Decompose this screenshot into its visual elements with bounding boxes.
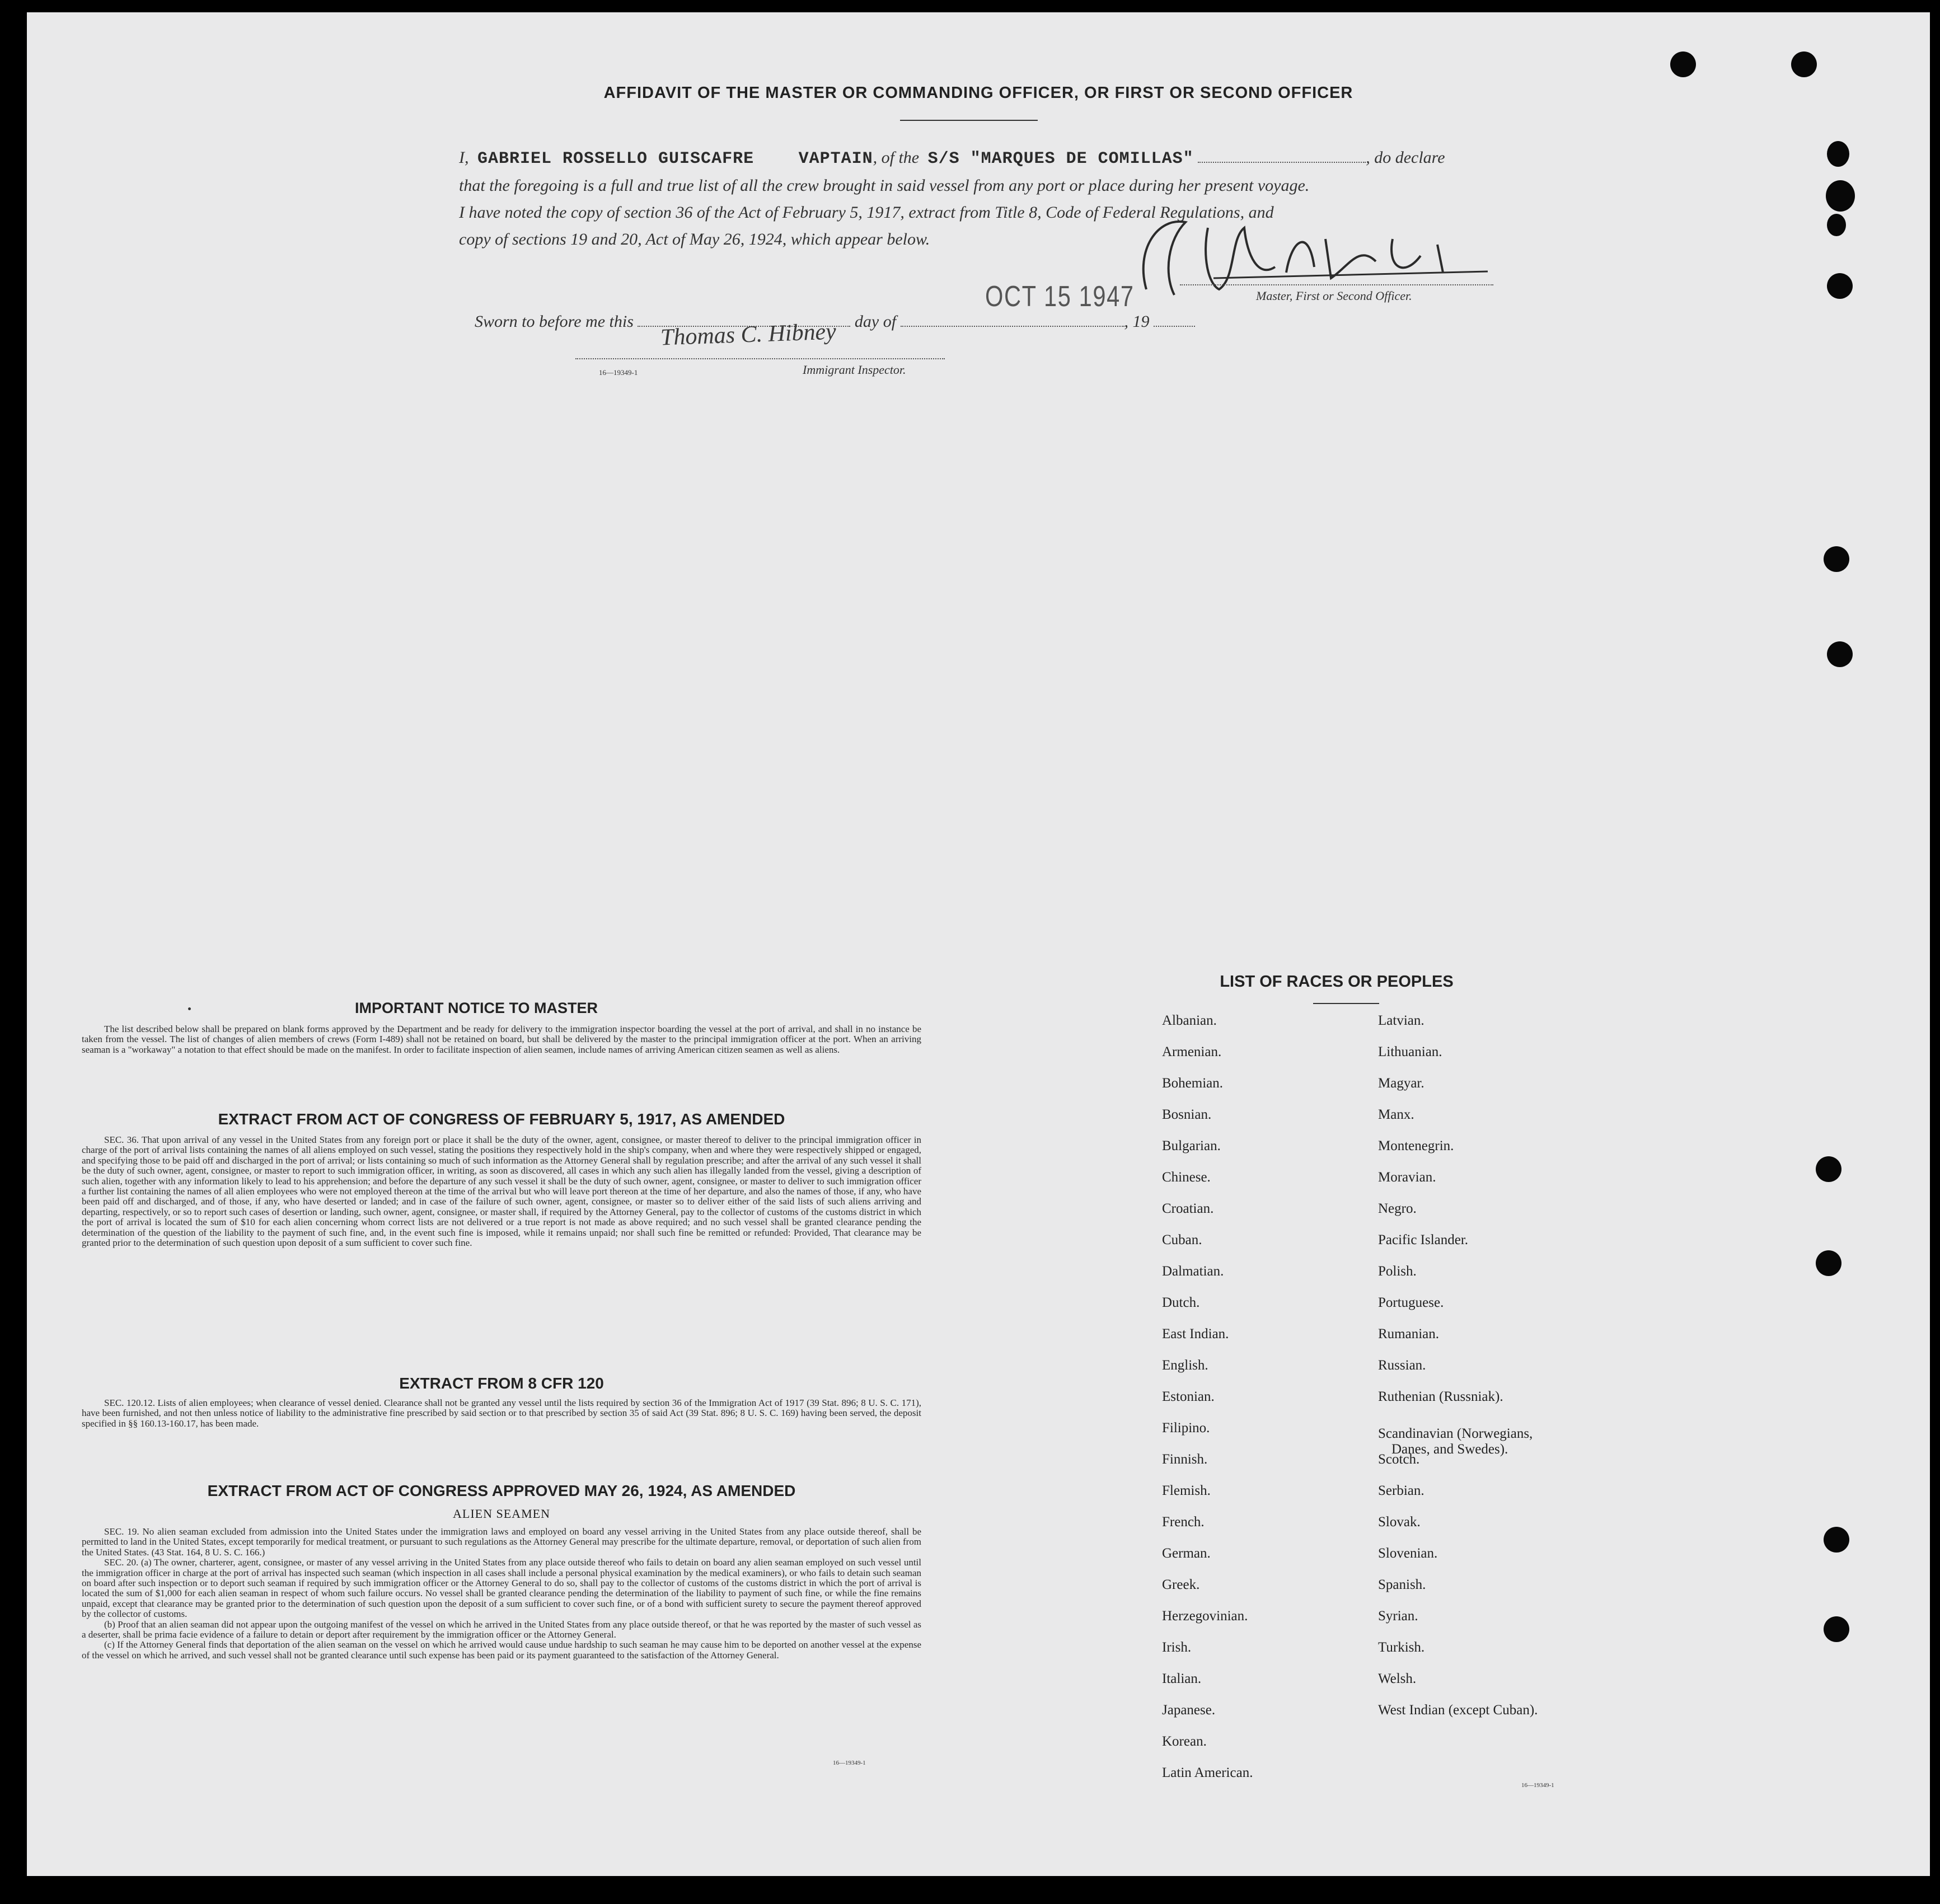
race-item: Russian. — [1378, 1358, 1426, 1373]
race-item: Spanish. — [1378, 1577, 1426, 1592]
inspector-signature-line — [575, 358, 945, 359]
punch-hole — [1670, 51, 1696, 77]
declaration-line-2: that the foregoing is a full and true list of all the crew brought in said vessel from any port or place during her present voyage. — [459, 176, 1310, 195]
extract-1917-text: SEC. 36. That upon arrival of any vessel in the United States from any foreign port or place it shall be the duty of the owner, agent, consignee, or master thereof to deliver to the principal immigration officer in charge of the port of arrival lists containing the names of all aliens employed on such vessel, stating the positions they respectively hold in the ship's company, when and where they were respectively shipped or engaged, and specifying those to be paid off and discharged in the port of arrival; or lists containing so much of such information as the Attorney General shall by regulation prescribe; and after the arrival of any such vessel it shall be the duty of such owner, agent, consignee, or master to report to such immigration officer, in writing, as soon as discovered, all cases in which any such alien has illegally landed from the vessel, giving a description of such alien, together with any information likely to lead to his apprehension; and before the departure of any such vessel it shall be the duty of such owner, agent, consignee, or master to deliver to such immigration officer a further list containing the names of all alien employees who were not employed thereon at the time of the arrival but who will leave port thereon at the time of her departure, and also the names of those, if any, who have been paid off and discharged, and of those, if any, who have deserted or landed; and in case of the failure of such owner, agent, consignee, or master so to deliver either of the said lists of such aliens arriving and departing, respectively, or so to report such cases of desertion or landing, such owner, agent, consignee, or master shall, if required by the Attorney General, pay to the collector of customs of the customs district in which the port of arrival is located the sum of $10 for each alien concerning whom correct lists are not delivered or a true report is not made as above required; and no such vessel shall be granted clearance pending the determination of the question of the liability to the payment of such fine, and, in the event such fine is imposed, while it remains unpaid; nor shall such fine be remitted or refunded: Provided, That clearance may be granted prior to the determination of such question upon deposit of a sum sufficient to cover such fine. — [82, 1134, 921, 1249]
race-item: Turkish. — [1378, 1640, 1425, 1655]
race-item: Scandinavian (Norwegians, — [1378, 1426, 1533, 1441]
punch-hole — [1827, 141, 1849, 167]
races-form-number: 16—19349-1 — [1521, 1782, 1554, 1789]
race-item: Latin American. — [1162, 1765, 1253, 1780]
punch-hole — [1816, 1156, 1841, 1182]
race-item: Bohemian. — [1162, 1076, 1224, 1091]
race-item: Irish. — [1162, 1640, 1192, 1655]
master-caption: Master, First or Second Officer. — [1256, 289, 1412, 303]
race-item: Manx. — [1378, 1107, 1414, 1122]
punch-hole — [1827, 273, 1853, 299]
race-item: Rumanian. — [1378, 1326, 1440, 1342]
race-item: Filipino. — [1162, 1420, 1210, 1436]
vessel-name-typed: S/S "MARQUES DE COMILLAS" — [927, 149, 1194, 168]
race-item: Danes, and Swedes). — [1391, 1442, 1508, 1457]
notice-text: The list described below shall be prepared on blank forms approved by the Department and be ready for delivery to the immigration inspector boarding the vessel at the port of arrival, and shall in no instance be taken from the vessel. The list of changes of alien members of crews (Form I-489) shall not be retained on board, but shall be delivered by the master to the principal immigration officer at the port. When an arriving seaman is a "workaway" a notation to that effect should be made on the manifest. In order to facilitate inspection of alien seamen, include names of arriving American citizen seamen as well as aliens. — [82, 1024, 921, 1055]
race-item: Welsh. — [1378, 1671, 1417, 1686]
races-left-column — [1162, 1013, 1352, 1808]
races-heading: LIST OF RACES OR PEOPLES — [1220, 973, 1454, 991]
declaration-line-4: copy of sections 19 and 20, Act of May 26, 1924, which appear below. — [459, 230, 930, 248]
race-item: Latvian. — [1378, 1013, 1424, 1028]
punch-hole — [1827, 214, 1846, 236]
race-item: Lithuanian. — [1378, 1044, 1442, 1059]
race-item: Slovenian. — [1378, 1546, 1438, 1561]
race-item: Polish. — [1378, 1264, 1417, 1279]
race-item: Moravian. — [1378, 1170, 1436, 1185]
race-item: Serbian. — [1378, 1483, 1424, 1498]
sworn-line: Sworn to before me this day of , 19 — [475, 312, 1195, 331]
master-signature-line — [1180, 284, 1493, 285]
race-item: Herzegovinian. — [1162, 1608, 1248, 1624]
race-item: Negro. — [1378, 1201, 1417, 1216]
race-item: German. — [1162, 1546, 1211, 1561]
extract-1924-subheading: ALIEN SEAMEN — [453, 1507, 550, 1521]
declaration-line-3: I have noted the copy of section 36 of the Act of February 5, 1917, extract from Title 8, Code of Federal Regulations, and — [459, 203, 1274, 222]
punch-hole — [1827, 641, 1853, 667]
race-item: Magyar. — [1378, 1076, 1424, 1091]
race-item: West Indian (except Cuban). — [1378, 1703, 1538, 1718]
race-item: Montenegrin. — [1378, 1138, 1454, 1153]
affidavit-form-number: 16—19349-1 — [599, 368, 638, 377]
race-item: Ruthenian (Russniak). — [1378, 1389, 1503, 1404]
extract-1924-text: SEC. 19. No alien seaman excluded from admission into the United States under the immigration laws and employed on board any vessel arriving in the United States from any place outside thereof, shall be permitted to land in the United States, except temporarily for medical treatment, or pursuant to such regulations as the Attorney General may prescribe for the ultimate departure, removal, or deportation of such alien from the United States. (43 Stat. 164, 8 U. S. C. 166.) SEC. 20. (a) The owner, charterer, agent, consignee, or master of any vessel arriving in the United States from any place outside thereof who fails to detain on board any alien seaman employed on such vessel until the immigration officer in charge at the port of arrival has inspected such seaman (which inspection in all cases shall include a personal physical examination by the medical examiners), or who fails to detain such seaman on board after such inspection or to deport such seaman if required by such immigration officer or the Attorney General to do so, shall pay to the collector of customs of the customs district in which the port of arrival is located the sum of $1,000 for each alien seaman in respect of whom such failure occurs. No vessel shall be granted clearance pending the determination of the liability to payment of such fine, or while the fine remains unpaid, except that clearance may be granted prior to the determination of such question upon the deposit of a sum sufficient to cover such fine, or of a bond with sufficient surety to secure the payment thereof approved by the collector of customs. (b) Proof that an alien seaman did not appear upon the outgoing manifest of the vessel on which he arrived in the United States from any place outside thereof, or that he was reported by the master of such vessel as a deserter, shall be prima facie evidence of a failure to detain or deport after requirement by the immigration officer or the Attorney General. (c) If the Attorney General finds that deportation of the alien seaman on the vessel on which he arrived would cause undue hardship to such seaman he may cause him to be deported on another vessel at the expense of the vessel on which he arrived, and such vessel shall not be granted clearance until such expense has been paid or its payment guaranteed to the satisfaction of the Attorney General. — [82, 1526, 921, 1661]
race-item: Bosnian. — [1162, 1107, 1212, 1122]
punch-hole — [1816, 1250, 1841, 1276]
master-name-typed: GABRIEL ROSSELLO GUISCAFRE — [477, 149, 755, 168]
punch-hole — [1824, 546, 1849, 572]
race-item: Slovak. — [1378, 1514, 1421, 1530]
race-item: East Indian. — [1162, 1326, 1229, 1342]
race-item: Dutch. — [1162, 1295, 1200, 1310]
race-item: Flemish. — [1162, 1483, 1211, 1498]
extract-cfr-text: SEC. 120.12. Lists of alien employees; when clearance of vessel denied. Clearance shall not be granted any vessel until the lists required by section 36 of the Immigration Act of 1917 (39 Stat. 896; 8 U. S. C. 171), have been furnished, and not then unless notice of liability to the administrative fine prescribed by said section or to that prescribed by section 35 of said Act (39 Stat. 896; 8 U. S. C. 169) having been served, the deposit specified in §§ 160.13-160.17, has been made. — [82, 1397, 921, 1429]
extract-form-number: 16—19349-1 — [833, 1760, 866, 1766]
race-item: Dalmatian. — [1162, 1264, 1224, 1279]
master-rank-typed: VAPTAIN — [798, 149, 873, 168]
race-item: Albanian. — [1162, 1013, 1217, 1028]
date-stamp: OCT 15 1947 — [985, 280, 1135, 313]
punch-hole — [1824, 1616, 1849, 1642]
document-page — [27, 12, 1930, 1876]
race-item: French. — [1162, 1514, 1205, 1530]
race-item: Italian. — [1162, 1671, 1202, 1686]
declaration-line-1: I, GABRIEL ROSSELLO GUISCAFRE VAPTAIN, of the S/S "MARQUES DE COMILLAS" , do declare — [459, 148, 1445, 168]
title-rule — [900, 120, 1038, 121]
race-item: Greek. — [1162, 1577, 1200, 1592]
race-item: Bulgarian. — [1162, 1138, 1221, 1153]
race-item: Portuguese. — [1378, 1295, 1444, 1310]
race-item: Korean. — [1162, 1734, 1207, 1749]
race-item: Syrian. — [1378, 1608, 1418, 1624]
races-rule — [1313, 1003, 1379, 1004]
race-item: Japanese. — [1162, 1703, 1216, 1718]
extract-cfr-heading: EXTRACT FROM 8 CFR 120 — [399, 1375, 604, 1392]
race-item: English. — [1162, 1358, 1208, 1373]
extract-1917-heading: EXTRACT FROM ACT OF CONGRESS OF FEBRUARY 5, 1917, AS AMENDED — [218, 1110, 785, 1128]
extract-1924-heading: EXTRACT FROM ACT OF CONGRESS APPROVED MAY 26, 1924, AS AMENDED — [207, 1482, 796, 1499]
race-item: Estonian. — [1162, 1389, 1215, 1404]
race-item: Armenian. — [1162, 1044, 1222, 1059]
race-item: Finnish. — [1162, 1452, 1208, 1467]
notice-heading: IMPORTANT NOTICE TO MASTER — [355, 1000, 598, 1016]
race-item: Cuban. — [1162, 1232, 1202, 1248]
affidavit-title: AFFIDAVIT OF THE MASTER OR COMMANDING OFFICER, OR FIRST OR SECOND OFFICER — [603, 84, 1353, 102]
races-right-column — [1378, 1013, 1647, 1808]
punch-hole — [1826, 180, 1855, 212]
race-item: Scotch. — [1378, 1452, 1420, 1467]
race-item: Croatian. — [1162, 1201, 1214, 1216]
race-item: Chinese. — [1162, 1170, 1211, 1185]
inspector-signature: Thomas C. Hibney — [660, 318, 837, 351]
punch-hole — [1791, 51, 1817, 77]
race-item: Pacific Islander. — [1378, 1232, 1469, 1248]
punch-hole — [1824, 1527, 1849, 1553]
inspector-caption: Immigrant Inspector. — [803, 363, 906, 377]
